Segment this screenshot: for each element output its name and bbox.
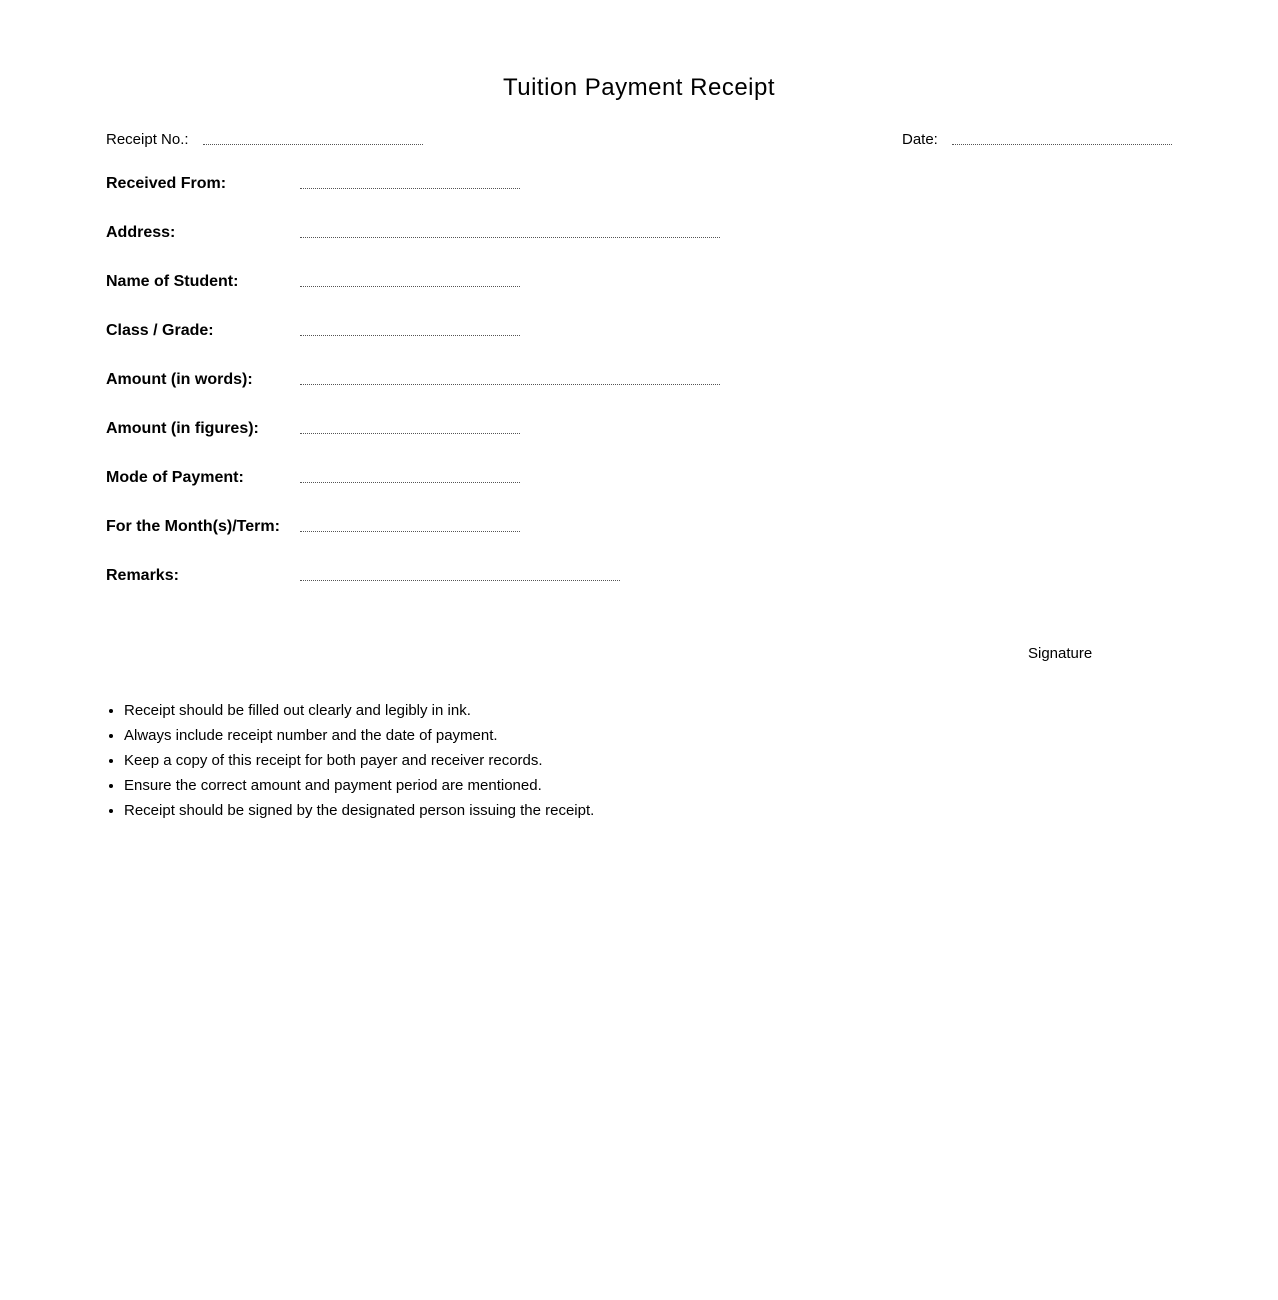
remarks-field[interactable] — [300, 580, 620, 581]
address-label: Address: — [106, 224, 176, 241]
received-from-label: Received From: — [106, 175, 227, 192]
amount-figures-field[interactable] — [300, 433, 520, 434]
student-name-field[interactable] — [300, 286, 520, 287]
list-item: • Receipt should be signed by the designated person issuing the receipt. — [124, 800, 594, 825]
list-item: • Ensure the correct amount and payment period are mentioned. — [124, 775, 594, 800]
month-term-field[interactable] — [300, 531, 520, 532]
page-title: Tuition Payment Receipt — [502, 74, 776, 101]
instructions-list — [106, 700, 594, 825]
payment-mode-label: Mode of Payment: — [106, 469, 244, 486]
signature-label: Signature — [1028, 645, 1093, 662]
list-item: • Always include receipt number and the date of payment. — [124, 725, 594, 750]
receipt-no-label: Receipt No.: — [106, 131, 189, 148]
month-term-label: For the Month(s)/Term: — [106, 518, 280, 535]
amount-figures-label: Amount (in figures): — [106, 420, 259, 437]
date-label: Date: — [902, 131, 938, 148]
class-grade-label: Class / Grade: — [106, 322, 214, 339]
received-from-field[interactable] — [300, 188, 520, 189]
amount-words-label: Amount (in words): — [106, 371, 253, 388]
amount-words-field[interactable] — [300, 384, 720, 385]
payment-mode-field[interactable] — [300, 482, 520, 483]
address-field[interactable] — [300, 237, 720, 238]
list-item: • Receipt should be filled out clearly and legibly in ink. — [124, 700, 594, 725]
receipt-no-field[interactable] — [203, 144, 423, 145]
student-name-label: Name of Student: — [106, 273, 239, 290]
date-field[interactable] — [952, 144, 1172, 145]
list-item: • Keep a copy of this receipt for both payer and receiver records. — [124, 750, 594, 775]
remarks-label: Remarks: — [106, 567, 179, 584]
class-grade-field[interactable] — [300, 335, 520, 336]
